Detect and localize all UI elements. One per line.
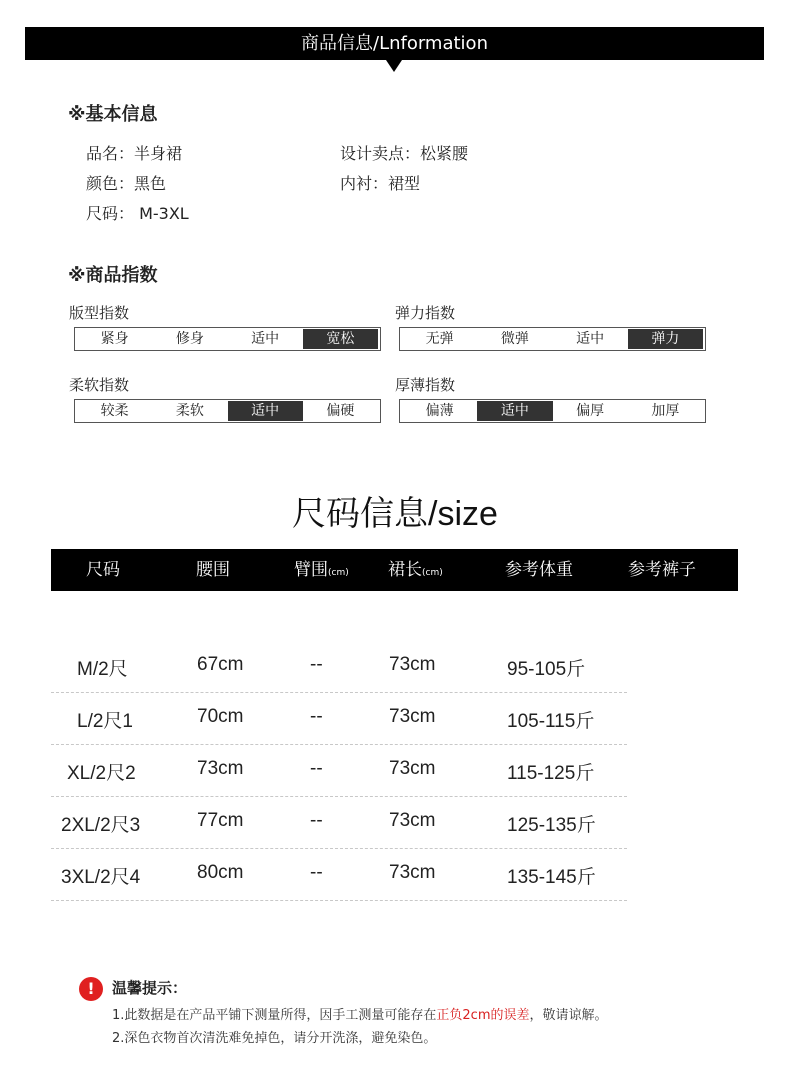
- cell-arm: --: [310, 654, 323, 675]
- selling-point: 设计卖点：松紧腰: [340, 144, 469, 163]
- tips-title: 温馨提示：: [112, 979, 188, 997]
- cell-size: L/2尺1: [77, 711, 133, 732]
- product-index-title: ※商品指数: [68, 265, 158, 286]
- cell-length: 73cm: [389, 654, 436, 675]
- scale-option: 适中: [576, 331, 605, 347]
- th-length-unit: (cm): [422, 568, 443, 578]
- tips-line-2: 2.深色衣物首次清洗难免掉色，请分开洗涤，避免染色。: [112, 1031, 437, 1046]
- scale-option: 无弹: [425, 331, 454, 347]
- table-row: [51, 848, 627, 901]
- th-weight: 参考体重: [505, 560, 573, 580]
- scale-option: 柔软: [175, 403, 204, 419]
- scale-option: 宽松: [303, 329, 378, 349]
- product-lining: 内衬：裙型: [340, 174, 421, 193]
- cell-length: 73cm: [389, 810, 436, 831]
- cell-arm: --: [310, 810, 323, 831]
- scale-fit: [74, 327, 381, 351]
- table-row: [51, 640, 627, 693]
- cell-waist: 80cm: [197, 862, 244, 883]
- scale-option: 加厚: [651, 403, 680, 419]
- scale-option: 偏硬: [326, 403, 355, 419]
- header-title: 商品信息/Lnformation: [301, 33, 488, 54]
- table-row: [51, 744, 627, 797]
- th-length-label: 裙长: [388, 560, 422, 580]
- scale-option: 偏薄: [425, 403, 454, 419]
- cell-length: 73cm: [389, 706, 436, 727]
- cell-waist: 67cm: [197, 654, 244, 675]
- scale-label-softness: 柔软指数: [69, 376, 130, 394]
- scale-option: 适中: [228, 401, 303, 421]
- scale-option: 适中: [477, 401, 552, 421]
- header-arrow-icon: [386, 60, 402, 72]
- th-size: 尺码: [86, 560, 120, 580]
- product-name: 品名：半身裙: [86, 144, 183, 163]
- cell-weight: 135-145斤: [507, 867, 596, 888]
- th-arm-label: 臂围: [294, 560, 328, 580]
- cell-waist: 77cm: [197, 810, 244, 831]
- th-arm-unit: (cm): [328, 568, 349, 578]
- scale-option: 修身: [175, 331, 204, 347]
- th-length: [388, 549, 443, 591]
- scale-option: 较柔: [100, 403, 129, 419]
- cell-size: 3XL/2尺4: [61, 867, 141, 888]
- tips-line-1-end: ，敬请谅解。: [529, 1008, 608, 1023]
- cell-size: M/2尺: [77, 659, 128, 680]
- scale-option: 适中: [251, 331, 280, 347]
- size-info-title: 尺码信息/size: [292, 495, 498, 533]
- tips-line-1: [112, 1004, 608, 1023]
- product-color: 颜色：黑色: [86, 174, 167, 193]
- cell-waist: 70cm: [197, 706, 244, 727]
- header-bar: [25, 27, 764, 60]
- scale-label-fit: 版型指数: [69, 304, 130, 322]
- th-arm: [294, 549, 349, 591]
- cell-weight: 125-135斤: [507, 815, 596, 836]
- scale-option: 偏厚: [576, 403, 605, 419]
- scale-label-elasticity: 弹力指数: [395, 304, 456, 322]
- th-waist: 腰围: [196, 560, 230, 580]
- scale-thickness: [399, 399, 706, 423]
- table-row: [51, 692, 627, 745]
- tips-line-1-highlight: 正负2cm的误差: [436, 1008, 530, 1023]
- cell-weight: 105-115斤: [507, 711, 595, 732]
- cell-arm: --: [310, 862, 323, 883]
- th-pants: 参考裤子: [628, 560, 696, 580]
- product-size-range: 尺码： M-3XL: [86, 204, 189, 223]
- scale-option: 紧身: [100, 331, 129, 347]
- size-table-header: [51, 549, 738, 591]
- cell-waist: 73cm: [197, 758, 244, 779]
- scale-option: 弹力: [628, 329, 703, 349]
- basic-info-title: ※基本信息: [68, 104, 158, 125]
- scale-label-thickness: 厚薄指数: [395, 376, 456, 394]
- cell-size: 2XL/2尺3: [61, 815, 141, 836]
- cell-size: XL/2尺2: [67, 763, 136, 784]
- scale-option: 微弹: [500, 331, 529, 347]
- cell-length: 73cm: [389, 862, 436, 883]
- cell-weight: 95-105斤: [507, 659, 586, 680]
- cell-arm: --: [310, 706, 323, 727]
- cell-weight: 115-125斤: [507, 763, 595, 784]
- cell-arm: --: [310, 758, 323, 779]
- cell-length: 73cm: [389, 758, 436, 779]
- tips-line-1-text: 1.此数据是在产品平铺下测量所得，因手工测量可能存在: [112, 1008, 437, 1023]
- scale-elasticity: [399, 327, 706, 351]
- table-row: [51, 796, 627, 849]
- scale-softness: [74, 399, 381, 423]
- warning-icon: !: [79, 977, 103, 1001]
